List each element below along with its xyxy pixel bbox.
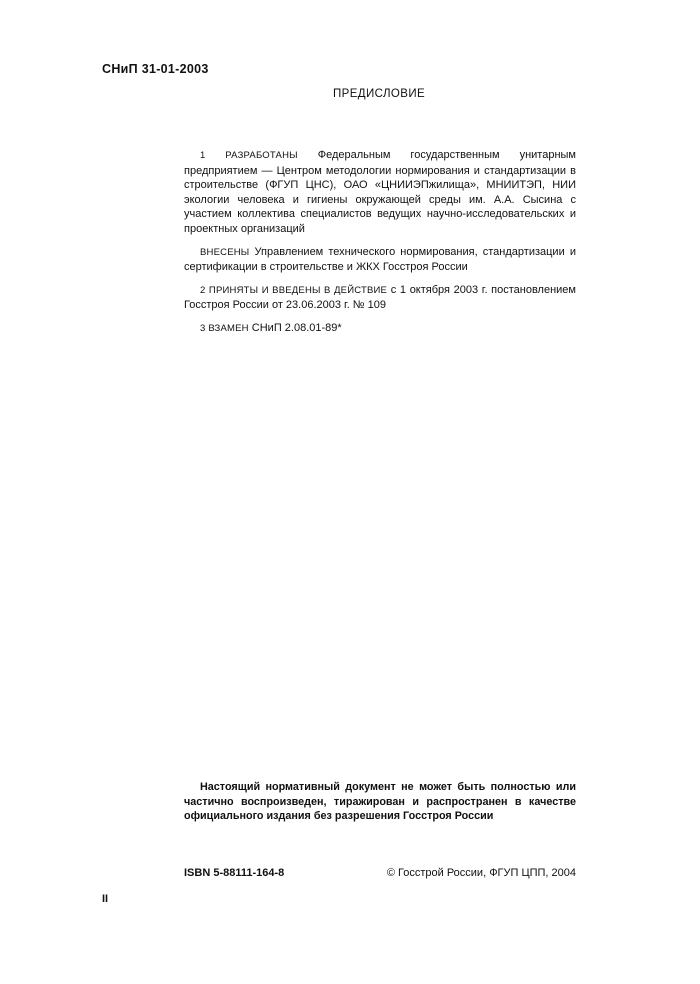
paragraph-text: Федеральным государственным унитарным предприятием — Центром методологии нормирования и стандартизации в строительстве (ФГУП ЦНС), ОАО «ЦНИИЭПжилища», МНИИТЭП, НИИ экологии человека и гигиены окружающей среды им. А.А. Сысина с участием коллектива специалистов ведущих научно-исследовательских и проектных организаций (184, 149, 576, 235)
page-title: ПРЕДИСЛОВИЕ (333, 88, 426, 100)
paragraph-lead: 2 ПРИНЯТЫ И ВВЕДЕНЫ В ДЕЙСТВИЕ (200, 284, 388, 296)
document-code: СНиП 31-01-2003 (102, 62, 209, 76)
paragraph-adopted (184, 283, 576, 313)
copyright-notice: Настоящий нормативный документ не может быть полностью или частично воспроизведен, тиражирован и распространен в качестве официального издания без разрешения Госстроя России (184, 781, 576, 822)
paragraph-text: СНиП 2.08.01-89* (248, 321, 342, 334)
paragraph-introduced (184, 245, 576, 275)
foreword-body (184, 148, 576, 345)
isbn: ISBN 5-88111-164-8 (184, 867, 285, 879)
paragraph-text: с 1 октября 2003 г. постановлением Госстроя России от 23.06.2003 г. № 109 (184, 283, 576, 312)
paragraph-replaces (184, 321, 576, 337)
paragraph-lead: 3 ВЗАМЕН (200, 322, 249, 334)
copyright: © Госстрой России, ФГУП ЦПП, 2004 (386, 867, 576, 879)
paragraph-text: Управлением технического нормирования, стандартизации и сертификации в строительстве и ЖКХ Госстроя России (184, 245, 576, 274)
paragraph-developed (184, 148, 576, 237)
paragraph-lead: 1 РАЗРАБОТАНЫ (200, 150, 298, 161)
page-number: II (102, 893, 109, 905)
paragraph-lead: ВНЕСЕНЫ (200, 246, 250, 258)
